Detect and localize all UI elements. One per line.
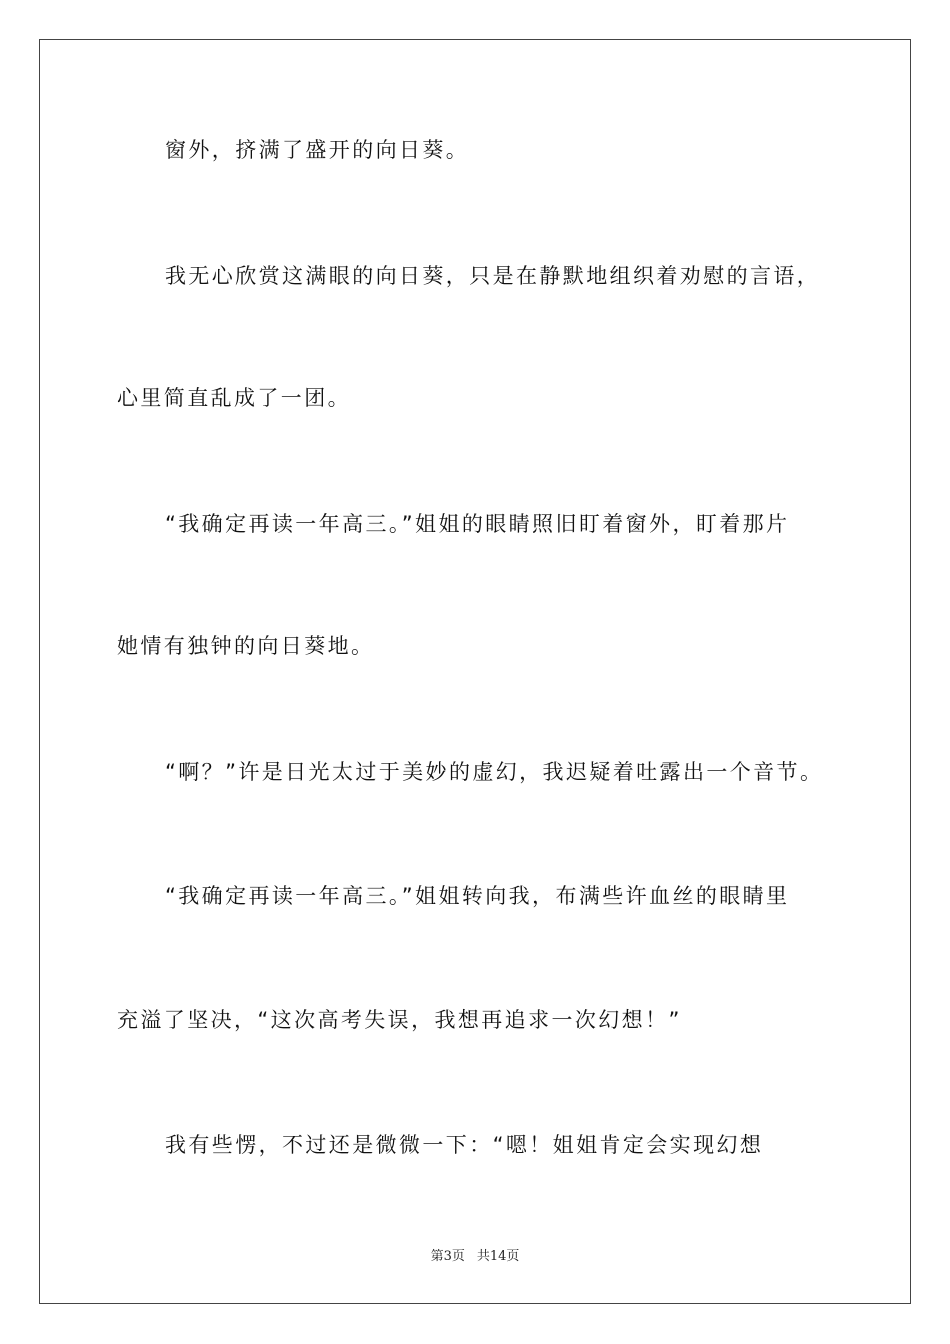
paragraph-line-8: 充溢了坚决，“这次高考失误，我想再追求一次幻想！”: [117, 1008, 682, 1032]
paragraph-line-5: 她情有独钟的向日葵地。: [117, 634, 375, 658]
paragraph-line-9: 我有些愣，不过还是微微一下：“嗯！姐姐肯定会实现幻想: [165, 1133, 764, 1157]
paragraph-line-4: “我确定再读一年高三。”姐姐的眼睛照旧盯着窗外，盯着那片: [165, 512, 790, 536]
paragraph-line-6: “啊？”许是日光太过于美妙的虚幻，我迟疑着吐露出一个音节。: [165, 760, 824, 784]
page-number: 第3页: [430, 1249, 465, 1264]
page-total: 共14页: [476, 1249, 520, 1264]
paragraph-line-2: 我无心欣赏这满眼的向日葵，只是在静默地组织着劝慰的言语，: [165, 264, 821, 288]
paragraph-line-3: 心里简直乱成了一团。: [117, 386, 351, 410]
paragraph-line-7: “我确定再读一年高三。”姐姐转向我，布满些许血丝的眼睛里: [165, 884, 790, 908]
page-border: [39, 39, 911, 1304]
page-footer: [0, 1248, 950, 1266]
paragraph-line-1: 窗外，挤满了盛开的向日葵。: [165, 138, 470, 162]
